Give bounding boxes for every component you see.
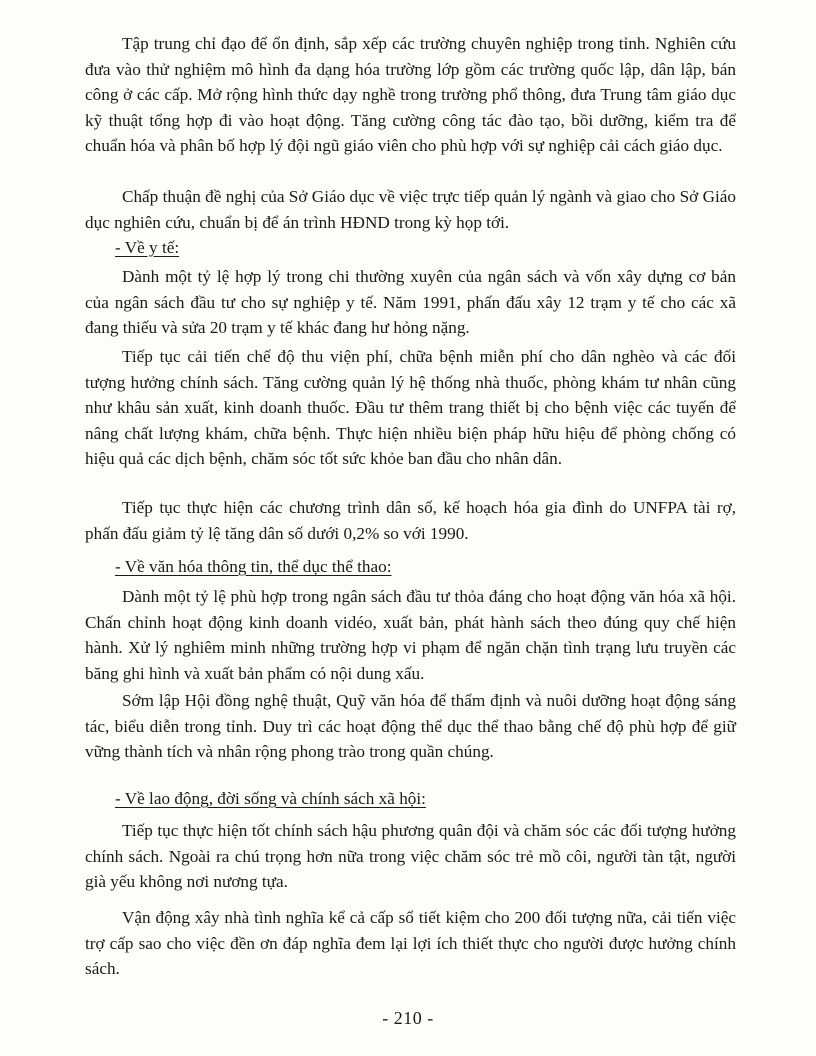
- paragraph-health-budget: Dành một tỷ lệ hợp lý trong chi thường xuyên của ngân sách và vốn xây dựng cơ bản của ngân sách đầu tư cho sự nghiệp y tế. Năm 1991, phấn đấu xây 12 trạm y tế cho các xã đang thiếu và sửa 20 trạm y tế khác đang hư hỏng nặng.: [85, 267, 736, 337]
- heading-culture: - Về văn hóa thông tin, thể dục thể thao:: [115, 557, 392, 576]
- heading-labor: - Về lao động, đời sống và chính sách xã hội:: [115, 789, 426, 808]
- paragraph-charity-housing: Vận động xây nhà tình nghĩa kể cả cấp sổ tiết kiệm cho 200 đối tượng nữa, cải tiến việc trợ cấp sao cho việc đền ơn đáp nghĩa đem lại lợi ích thiết thực cho người được hưởng chính sách.: [85, 908, 736, 978]
- heading-health: - Về y tế:: [115, 238, 180, 257]
- page-number: - 210 -: [382, 1008, 434, 1028]
- paragraph-population: Tiếp tục thực hiện các chương trình dân số, kế hoạch hóa gia đình do UNFPA tài rợ, phấn đấu giảm tỷ lệ tăng dân số dưới 0,2% so với 1990.: [85, 498, 736, 543]
- paragraph-culture-budget: Dành một tỷ lệ phù hợp trong ngân sách đầu tư thỏa đáng cho hoạt động văn hóa xã hội. Chấn chỉnh hoạt động kinh doanh vidéo, xuất bản, phát hành sách theo đúng quy chế hiện hành. Xử lý nghiêm minh những trường hợp vi phạm để ngăn chặn tình trạng lưu truyền các băng ghi hình và xuất bản phẩm có nội dung xấu.: [85, 587, 736, 683]
- paragraph-social-policy: Tiếp tục thực hiện tốt chính sách hậu phương quân đội và chăm sóc các đối tượng hưởng chính sách. Ngoài ra chú trọng hơn nữa trong việc chăm sóc trẻ mồ côi, người tàn tật, người già yếu không nơi nương tựa.: [85, 821, 736, 891]
- paragraph-health-fees: Tiếp tục cải tiến chế độ thu viện phí, chữa bệnh miễn phí cho dân nghèo và các đối tượng hưởng chính sách. Tăng cường quản lý hệ thống nhà thuốc, phòng khám tư nhân cũng như khâu sản xuất, kinh doanh thuốc. Đầu tư thêm trang thiết bị cho bệnh việc các tuyến để nâng chất lượng khám, chữa bệnh. Thực hiện nhiều biện pháp hữu hiệu để phòng chống có hiệu quả các dịch bệnh, chăm sóc tốt sức khỏe ban đầu cho nhân dân.: [85, 347, 736, 468]
- paragraph-education-schools: Tập trung chỉ đạo để ổn định, sắp xếp các trường chuyên nghiệp trong tỉnh. Nghiên cứu đưa vào thử nghiệm mô hình đa dạng hóa trường lớp gồm các trường quốc lập, dân lập, bán công ở các cấp. Mở rộng hình thức dạy nghề trong trường phổ thông, đưa Trung tâm giáo dục kỹ thuật tổng hợp đi vào hoạt động. Tăng cường công tác đào tạo, bồi dưỡng, kiểm tra để chuẩn hóa và phân bố hợp lý đội ngũ giáo viên cho phù hợp với sự nghiệp cải cách giáo dục.: [85, 34, 736, 155]
- paragraph-education-department: Chấp thuận đề nghị của Sở Giáo dục về việc trực tiếp quản lý ngành và giao cho Sở Giáo dục nghiên cứu, chuẩn bị để án trình HĐND trong kỳ họp tới.: [85, 187, 736, 232]
- paragraph-arts-council: Sớm lập Hội đồng nghệ thuật, Quỹ văn hóa để thẩm định và nuôi dưỡng hoạt động sáng tác, biểu diễn trong tỉnh. Duy trì các hoạt động thể dục thể thao bằng chế độ phù hợp để giữ vững thành tích và nhân rộng phong trào trong quần chúng.: [85, 691, 736, 761]
